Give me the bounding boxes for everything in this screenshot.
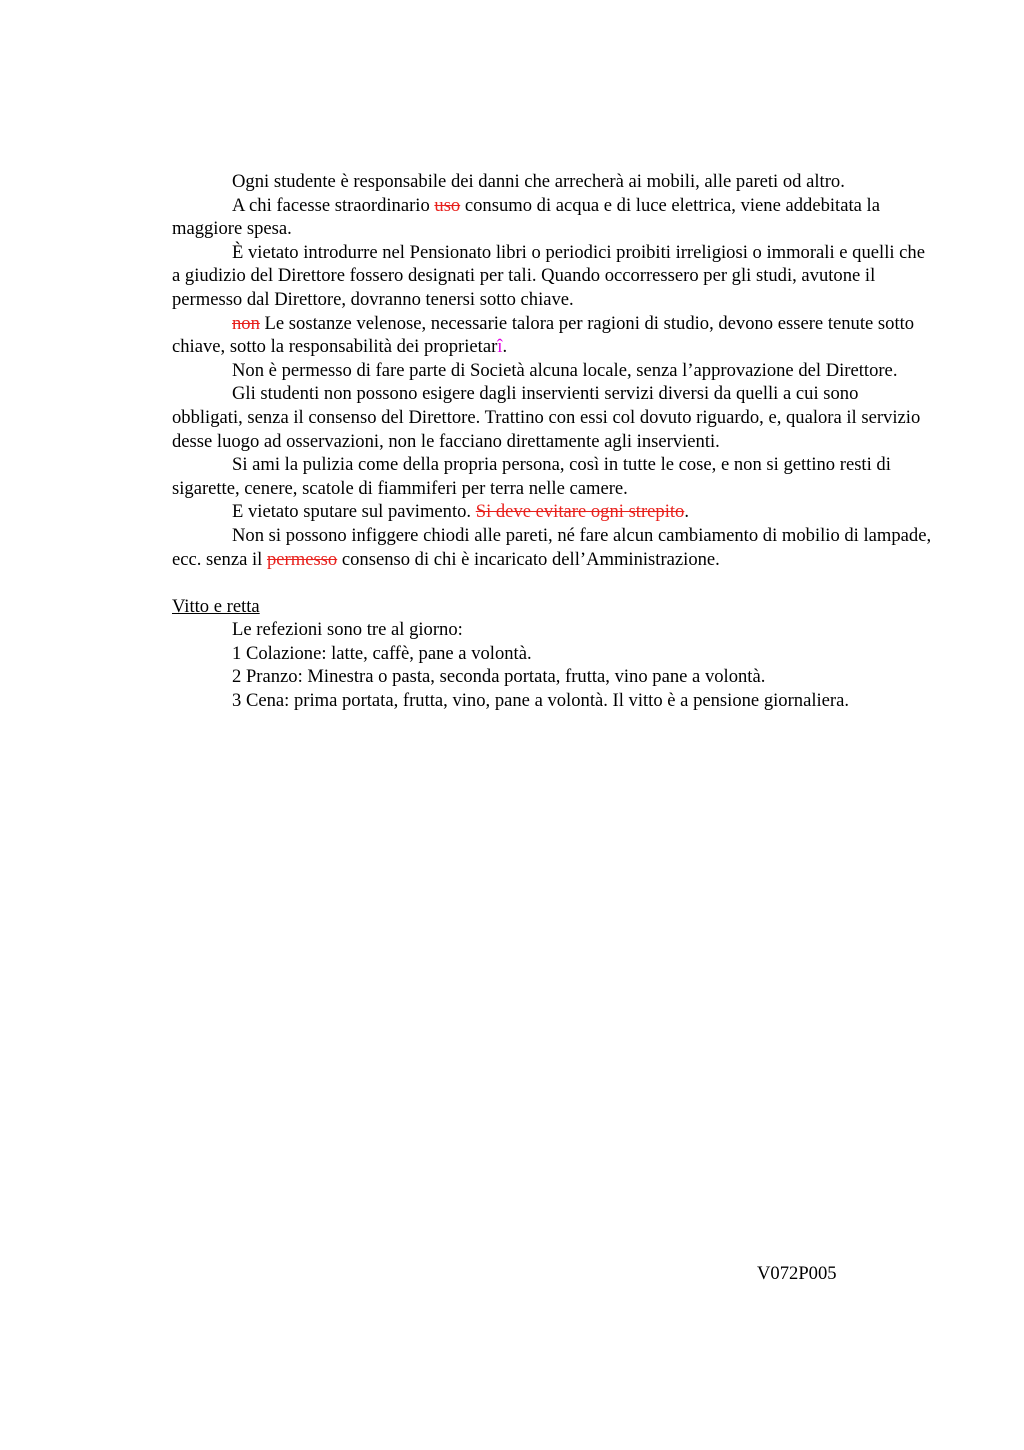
paragraph-sostanze — [172, 312, 932, 359]
paragraph-pulizia — [172, 453, 932, 500]
meal-item-cena: 3 Cena: prima portata, frutta, vino, pane a volontà. Il vitto è a pensione giornaliera. — [232, 690, 850, 712]
paragraph-sostanze-text-a: Le sostanze velenose, necessarie talora per ragioni di studio, devono essere tenute sotto chiave, sotto la responsabilità dei proprietar — [172, 312, 915, 358]
deleted-word-permesso: permesso — [266, 548, 338, 570]
paragraph-inservienti-text: Gli studenti non possono esigere dagli inservienti servizi diversi da quelli a cui sono obbligati, senza il consenso del Direttore. Trattino con essi col dovuto riguardo, e, qualora il servizio desse luogo ad osservazioni, non le facciano direttamente agli inservienti. — [172, 383, 921, 452]
section-heading-vitto: Vitto e retta — [172, 595, 260, 617]
vitto-intro: Le refezioni sono tre al giorno: — [232, 619, 463, 641]
inserted-char: î — [497, 336, 503, 358]
paragraph-pulizia-text: Si ami la pulizia come della propria persona, così in tutte le cose, e non si gettino resti di sigarette, cenere, scatole di fiammiferi per terra nelle camere. — [172, 454, 891, 499]
paragraph-sputare-text-b: . — [684, 501, 689, 523]
page-code: V072P005 — [757, 1263, 837, 1284]
deleted-word-uso: uso — [434, 194, 461, 216]
paragraph-societa-text: Non è permesso di fare parte di Società alcuna locale, senza l’approvazione del Direttore. — [232, 359, 898, 381]
paragraph-consumo-text-b: consumo di acqua e di luce elettrica, viene addebitata la maggiore spesa. — [172, 194, 880, 240]
meal-item-colazione: 1 Colazione: latte, caffè, pane a volontà. — [232, 642, 532, 664]
document-body — [172, 170, 932, 713]
paragraph-chiodi-text-b: consenso di chi è incaricato dell’Amministrazione. — [337, 548, 720, 570]
paragraph-sputare-text-a: E vietato sputare sul pavimento. — [232, 501, 476, 523]
paragraph-danni — [172, 170, 932, 194]
paragraph-sputare — [172, 500, 932, 524]
paragraph-consumo — [172, 194, 932, 241]
paragraph-sostanze-text-b: . — [502, 336, 508, 358]
paragraph-societa — [172, 359, 932, 383]
paragraph-consumo-text-a: A chi facesse straordinario — [232, 194, 435, 216]
paragraph-danni-text: Ogni studente è responsabile dei danni che arrecherà ai mobili, alle pareti od altro. — [232, 171, 845, 192]
paragraph-inservienti — [172, 382, 932, 453]
paragraph-libri — [172, 241, 932, 312]
paragraph-chiodi-text-a: Non si possono infiggere chiodi alle pareti, né fare alcun cambiamento di mobilio di lampade, ecc. senza il — [172, 524, 932, 570]
deleted-word-non: non — [232, 312, 260, 334]
meal-item-pranzo: 2 Pranzo: Minestra o pasta, seconda portata, frutta, vino pane a volontà. — [232, 666, 766, 688]
paragraph-libri-text: È vietato introdurre nel Pensionato libri o periodici proibiti irreligiosi o immorali e quelli che a giudizio del Direttore fossero designati per tali. Quando occorressero per gli studi, avutone il permesso dal Direttore, dovranno tenersi sotto chiave. — [172, 241, 925, 310]
deleted-sentence-strepito: Si deve evitare ogni strepito — [475, 501, 685, 523]
paragraph-chiodi — [172, 524, 932, 571]
